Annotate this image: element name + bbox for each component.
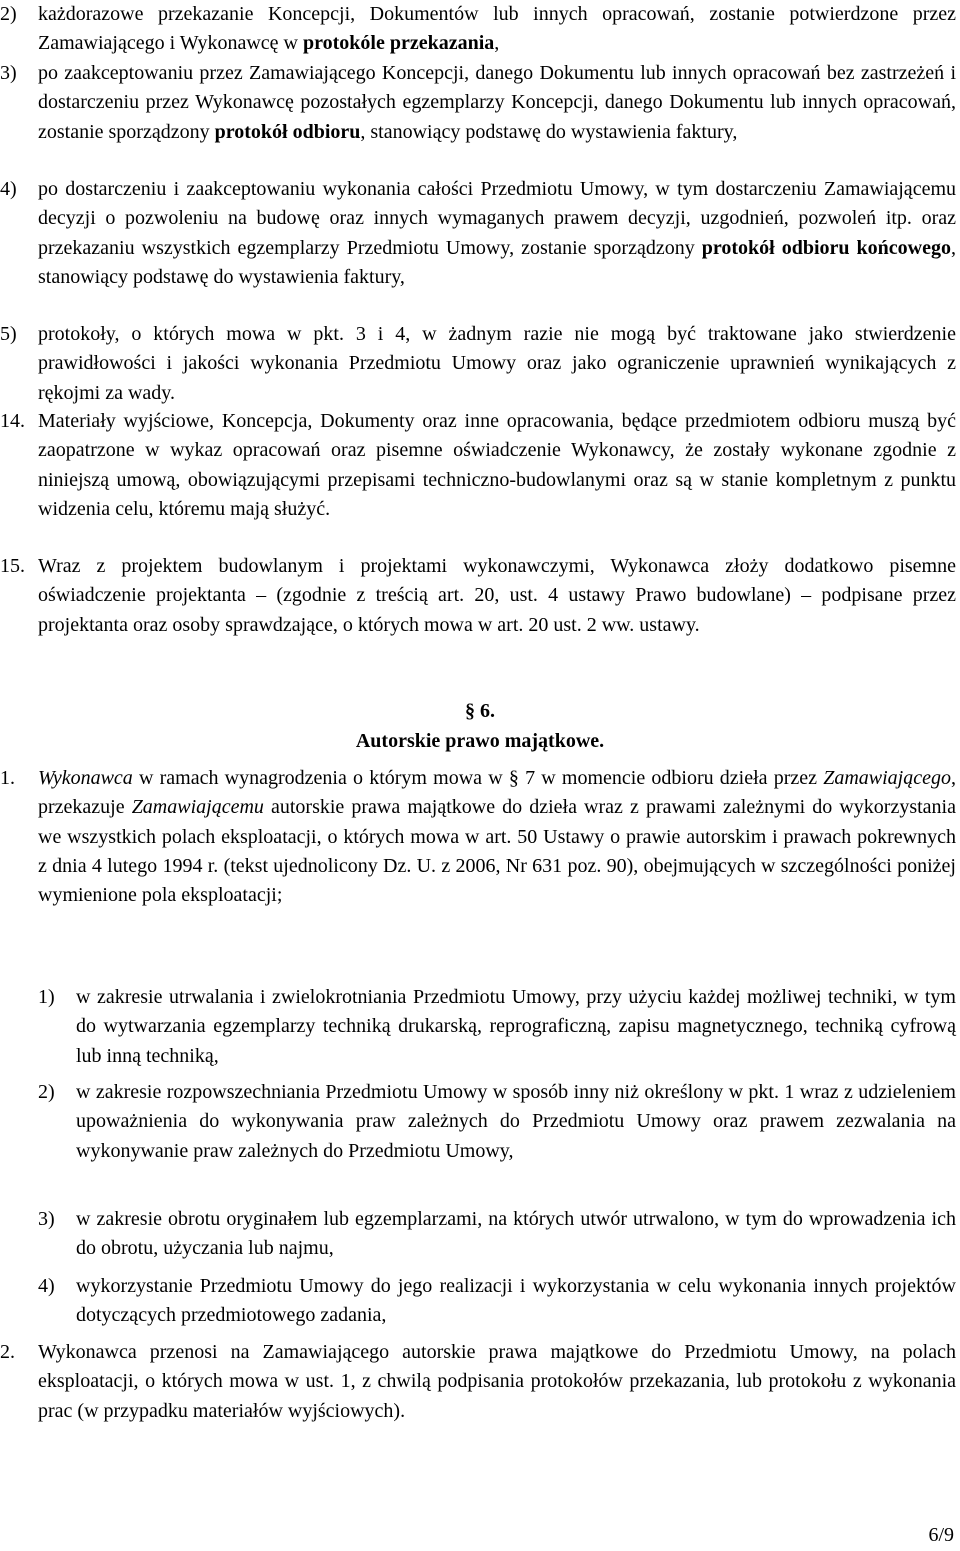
list-item-text: w zakresie obrotu oryginałem lub egzemplarzami, na których utwór utrwalono, w tym do wprowadzenia ich do obrotu, użyczania lub najmu,	[76, 1208, 956, 1260]
list-item-3	[0, 59, 956, 147]
paragraph-number: 1.	[0, 767, 15, 789]
list-item-4	[38, 1272, 956, 1331]
paragraph-1	[0, 764, 956, 910]
list-item-text: po zaakceptowaniu przez Zamawiającego Koncepcji, danego Dokumentu lub innych opracowań bez zastrzeżeń i dostarczeniu przez Wykonawcę pozostałych egzemplarzy Koncepcji, danego Dokumentu lub innych opracowań, zostanie sporządzony protokół odbioru, stanowiący podstawę do wystawienia faktury,	[38, 62, 956, 143]
list-item-2	[38, 1078, 956, 1166]
paragraph-number: 2.	[0, 1341, 15, 1363]
paragraph-14	[0, 407, 956, 524]
section-number: § 6.	[465, 700, 495, 722]
paragraph-2	[0, 1338, 956, 1426]
paragraph-text: Wykonawca przenosi na Zamawiającego autorskie prawa majątkowe do Przedmiotu Umowy, na polach eksploatacji, o których mowa w ust. 1, z chwilą podpisania protokołów przekazania, lub protokołu z wykonania prac (w przypadku materiałów wyjściowych).	[38, 1341, 956, 1422]
list-item-number: 3)	[0, 62, 17, 84]
list-item-text: w zakresie rozpowszechniania Przedmiotu Umowy w sposób inny niż określony w pkt. 1 wraz z udzieleniem upoważnienia do wykonywania praw zależnych do Przedmiotu Umowy oraz prawem zezwalania na wykonywanie praw zależnych do Przedmiotu Umowy,	[76, 1081, 956, 1162]
page-number: 6/9	[928, 1524, 954, 1546]
paragraph-text: Materiały wyjściowe, Koncepcja, Dokumenty oraz inne opracowania, będące przedmiotem odbioru muszą być zaopatrzone w wykaz opracowań oraz pisemne oświadczenie Wykonawcy, że zostały wykonane zgodnie z niniejszą umową, obowiązującymi przepisami techniczno-budowlanymi oraz są w stanie kompletnym z punktu widzenia celu, któremu mają służyć.	[38, 410, 956, 520]
section-title: Autorskie prawo majątkowe.	[355, 730, 605, 752]
list-item-number: 4)	[38, 1275, 55, 1297]
list-item-text: wykorzystanie Przedmiotu Umowy do jego realizacji i wykorzystania w celu wykonania innych projektów dotyczących przedmiotowego zadania,	[76, 1275, 956, 1327]
list-item-number: 1)	[38, 986, 55, 1008]
list-item-number: 4)	[0, 178, 17, 200]
list-item-text: każdorazowe przekazanie Koncepcji, Dokumentów lub innych opracowań, zostanie potwierdzone przez Zamawiającego i Wykonawcę w protokóle przekazania,	[38, 3, 956, 55]
paragraph-number: 14.	[0, 410, 25, 432]
list-item-text: w zakresie utrwalania i zwielokrotniania Przedmiotu Umowy, przy użyciu każdej możliwej techniki, w tym do wytwarzania egzemplarzy techniką drukarską, reprograficzną, zapisu magnetycznego, techniką cyfrową lub inną techniką,	[76, 986, 956, 1067]
list-item-4	[0, 175, 956, 292]
list-item-number: 2)	[0, 3, 17, 25]
paragraph-text: Wykonawca w ramach wynagrodzenia o którym mowa w § 7 w momencie odbioru dzieła przez Zamawiającego, przekazuje Zamawiającemu autorskie prawa majątkowe do dzieła wraz z prawami zależnymi do wykorzystania we wszystkich polach eksploatacji, o których mowa w art. 50 Ustawy o prawie autorskim i prawach pokrewnych z dnia 4 lutego 1994 r. (tekst ujednolicony Dz. U. z 2006, Nr 631 poz. 90), obejmujących w szczególności poniżej wymienione pola eksploatacji;	[38, 767, 956, 907]
list-item-text: po dostarczeniu i zaakceptowaniu wykonania całości Przedmiotu Umowy, w tym dostarczeniu Zamawiającemu decyzji o pozwoleniu na budowę oraz innych wymaganych prawem decyzji, uzgodnień, pozwoleń itp. oraz przekazaniu wszystkich egzemplarzy Przedmiotu Umowy, zostanie sporządzony protokół odbioru końcowego, stanowiący podstawę do wystawienia faktury,	[38, 178, 956, 288]
list-item-number: 3)	[38, 1208, 55, 1230]
paragraph-text: Wraz z projektem budowlanym i projektami wykonawczymi, Wykonawca złoży dodatkowo pisemne oświadczenie projektanta – (zgodnie z treścią art. 20, ust. 4 ustawy Prawo budowlane) – podpisane przez projektanta oraz osoby sprawdzające, o których mowa w art. 20 ust. 2 ww. ustawy.	[38, 555, 956, 636]
paragraph-number: 15.	[0, 555, 25, 577]
list-item-number: 2)	[38, 1081, 55, 1103]
paragraph-15	[0, 552, 956, 640]
list-item-text: protokoły, o których mowa w pkt. 3 i 4, w żadnym razie nie mogą być traktowane jako stwierdzenie prawidłowości i jakości wykonania Przedmiotu Umowy oraz jako ograniczenie uprawnień wynikających z rękojmi za wady.	[38, 323, 956, 404]
list-item-3	[38, 1205, 956, 1264]
list-item-2	[0, 0, 956, 59]
list-item-1	[38, 983, 956, 1071]
list-item-number: 5)	[0, 323, 17, 345]
list-item-5	[0, 320, 956, 408]
